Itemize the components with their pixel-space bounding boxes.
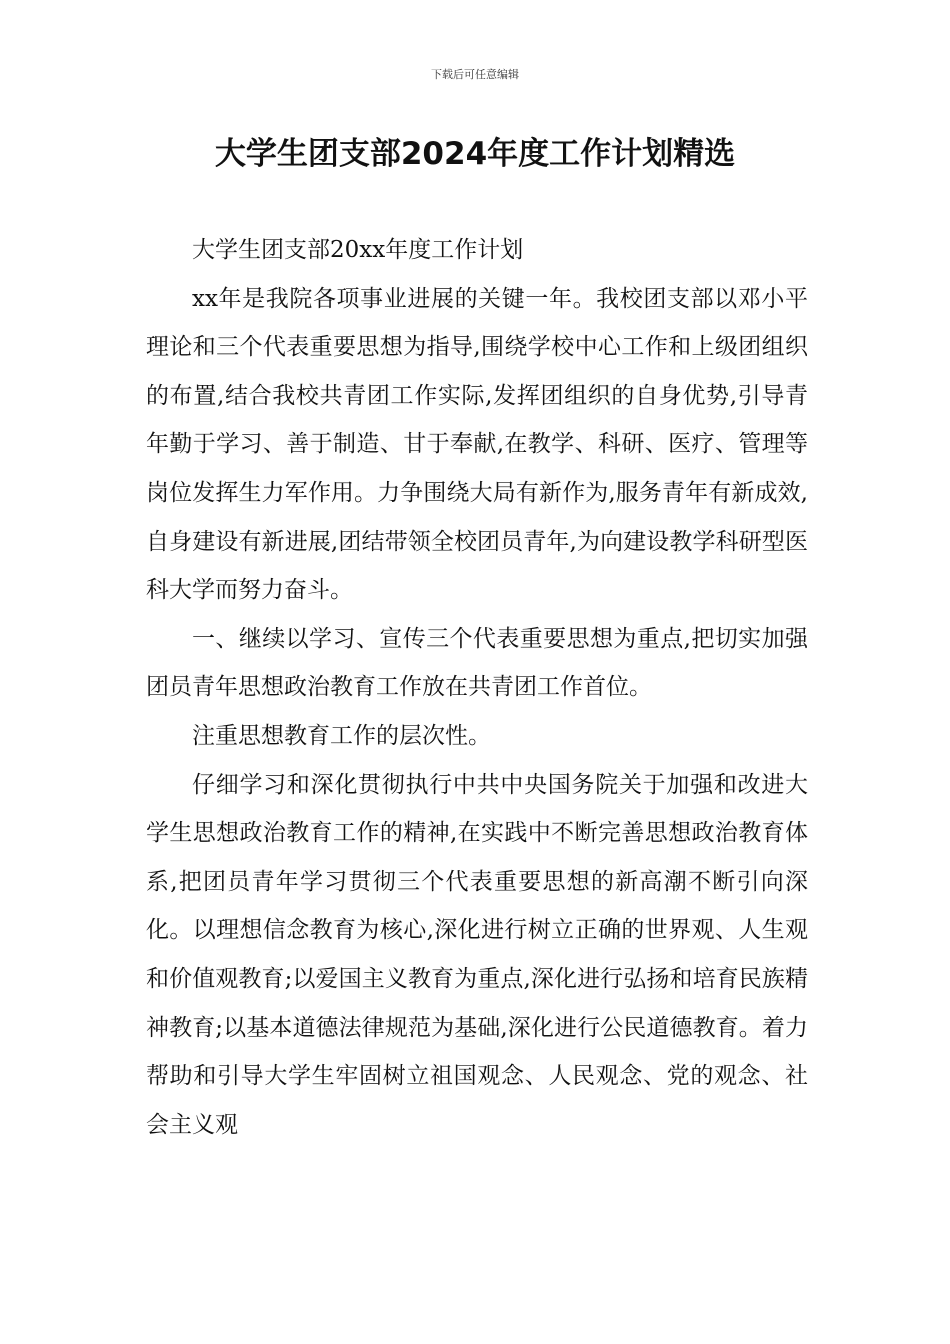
paragraph-intro: xx年是我院各项事业进展的关键一年。我校团支部以邓小平理论和三个代表重要思想为指导,围绕学校中心工作和上级团组织的布置,结合我校共青团工作实际,发挥团组织的自身优势,引导青年勤于学习、善于制造、甘于奉献,在教学、科研、医疗、管理等岗位发挥生力军作用。力争围绕大局有新作为,服务青年有新成效,自身建设有新进展,团结带领全校团员青年,为向建设教学科研型医科大学而努力奋斗。 (146, 285, 808, 604)
document-title: 大学生团支部2024年度工作计划精选 (214, 136, 736, 172)
paragraph-section-one-body: 仔细学习和深化贯彻执行中共中央国务院关于加强和改进大学生思想政治教育工作的精神,在实践中不断完善思想政治教育体系,把团员青年学习贯彻三个代表重要思想的新高潮不断引向深化。以理想信念教育为核心,深化进行树立正确的世界观、人生观和价值观教育;以爱国主义教育为重点,深化进行弘扬和培育民族精神教育;以基本道德法律规范为基础,深化进行公民道德教育。着力帮助和引导大学生牢固树立祖国观念、人民观念、党的观念、社会主义观 (146, 771, 808, 1138)
document-body (146, 226, 808, 1149)
paragraph-section-one-subheading: 注重思想教育工作的层次性。 (192, 722, 491, 749)
paragraph-section-one-heading: 一、继续以学习、宣传三个代表重要思想为重点,把切实加强团员青年思想政治教育工作放在共青团工作首位。 (146, 625, 808, 701)
document-subtitle: 大学生团支部20xx年度工作计划 (192, 237, 524, 263)
page-header-note: 下载后可任意编辑 (431, 68, 519, 81)
